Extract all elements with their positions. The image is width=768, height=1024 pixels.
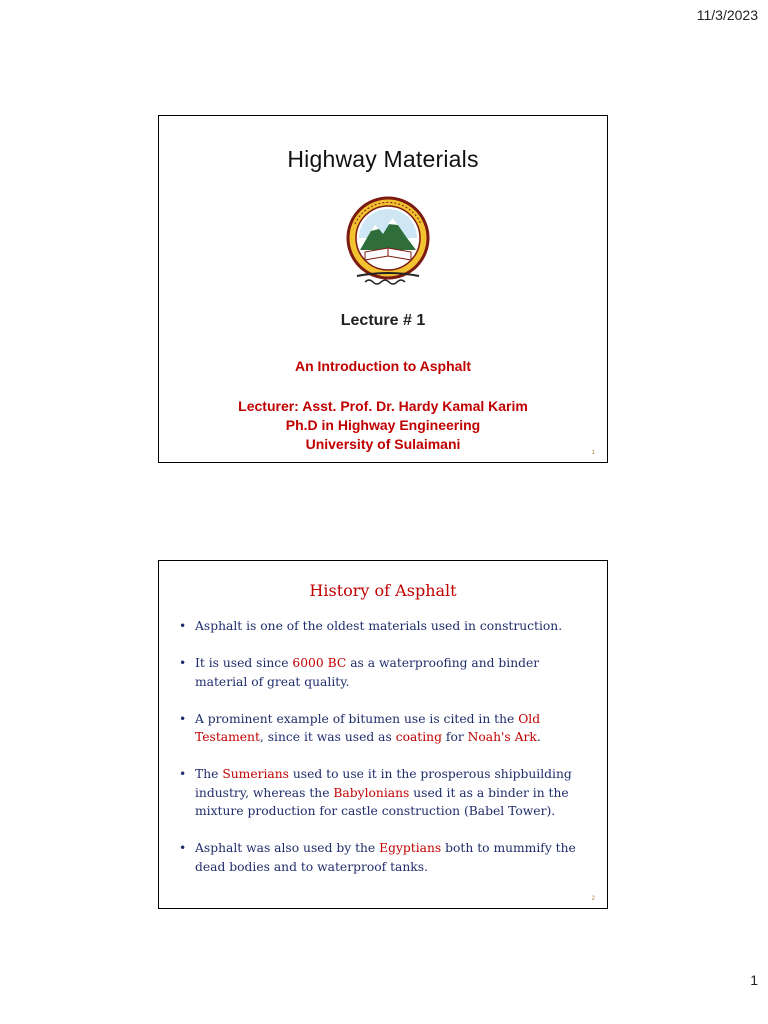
highlight-text: Egyptians <box>379 841 442 855</box>
highlight-text: Noah's Ark <box>467 730 537 744</box>
lecturer-name: Lecturer: Asst. Prof. Dr. Hardy Kamal Karim <box>238 398 528 414</box>
bullet-item: • Asphalt was also used by the Egyptians both to mummify the dead bodies and to waterproof tanks. <box>177 839 591 876</box>
highlight-text: Old Testament <box>195 711 541 744</box>
slide-1 <box>158 115 608 463</box>
bullet-item: • It is used since 6000 BC as a waterproofing and binder material of great quality. <box>177 654 591 691</box>
highlight-text: coating <box>395 730 442 744</box>
history-bullet-list <box>177 617 591 895</box>
lecture-subtitle: An Introduction to Asphalt <box>294 358 471 374</box>
lecturer-info <box>159 397 607 454</box>
highlight-text: Babylonians <box>333 785 410 800</box>
slide-2-title: History of Asphalt <box>309 581 457 600</box>
bullet-item: • The Sumerians used to use it in the prosperous shipbuilding industry, whereas the Babylonians used it as a binder in the mixture production for castle construction (Babel Tower). <box>177 765 591 821</box>
bullet-item: • A prominent example of bitumen use is cited in the Old Testament, since it was used as coating for Noah's Ark. <box>177 710 591 747</box>
lecture-number: Lecture # 1 <box>340 312 426 329</box>
lecturer-university: University of Sulaimani <box>305 436 461 452</box>
page-date: 11/3/2023 <box>696 7 758 23</box>
slide-1-number: 1 <box>591 450 595 456</box>
bullet-item: • Asphalt is one of the oldest materials used in construction. <box>177 617 591 636</box>
highlight-text: 6000 BC <box>292 656 347 670</box>
lecturer-degree: Ph.D in Highway Engineering <box>285 417 481 433</box>
slide-2-number: 2 <box>591 896 595 902</box>
university-logo <box>335 194 441 290</box>
slide-1-title: Highway Materials <box>287 146 479 172</box>
highlight-text: Sumerians <box>222 767 289 781</box>
slide-2 <box>158 560 608 909</box>
page-number: 1 <box>750 972 758 988</box>
